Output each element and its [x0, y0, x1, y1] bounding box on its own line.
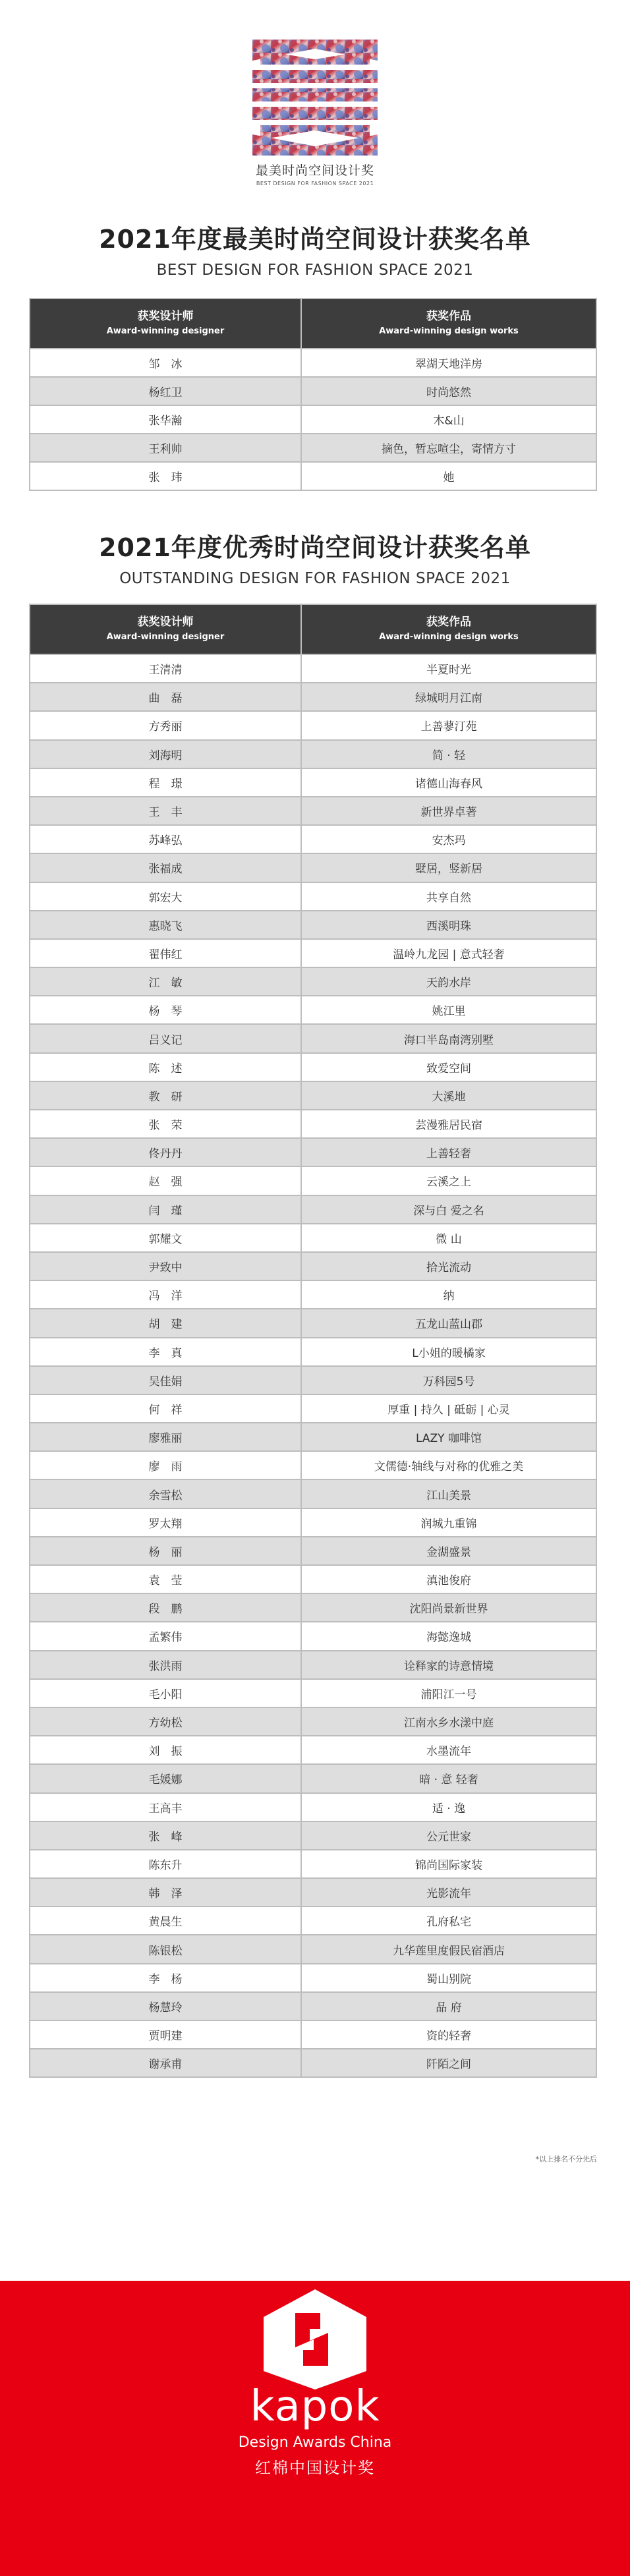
table-header-row [30, 299, 596, 349]
work-cell: 暗 · 意 轻奢 [301, 1764, 596, 1792]
table-row [30, 1366, 596, 1394]
work-cell: 深与白 爱之名 [301, 1195, 596, 1224]
outstanding-table-body [30, 654, 596, 2077]
designer-cell: 苏峰弘 [30, 825, 301, 853]
table-row [30, 967, 596, 996]
award-logo-mark-icon [252, 40, 378, 156]
table-row [30, 1110, 596, 1138]
work-cell: 五龙山蓝山郡 [301, 1309, 596, 1337]
work-cell: 云溪之上 [301, 1166, 596, 1195]
designer-cell: 惠晓飞 [30, 911, 301, 939]
table-row [30, 1707, 596, 1736]
table-row [30, 1280, 596, 1309]
designer-cell: 王清清 [30, 654, 301, 683]
designer-cell: 张福成 [30, 853, 301, 882]
table-row [30, 1878, 596, 1906]
work-cell: 浦阳江一号 [301, 1679, 596, 1707]
work-cell: 金湖盛景 [301, 1537, 596, 1565]
table-row [30, 1964, 596, 1992]
designer-cell: 闫 瑾 [30, 1195, 301, 1224]
designer-cell: 杨 琴 [30, 996, 301, 1024]
logo-title-cn: 最美时尚空间设计奖 [255, 163, 374, 178]
designer-cell: 毛媛娜 [30, 1764, 301, 1792]
work-cell: 孔府私宅 [301, 1906, 596, 1935]
designer-cell: 赵 强 [30, 1166, 301, 1195]
table-row [30, 1565, 596, 1593]
work-cell: 光影流年 [301, 1878, 596, 1906]
work-cell: 江山美景 [301, 1479, 596, 1508]
table-row [30, 654, 596, 683]
designer-cell: 胡 建 [30, 1309, 301, 1337]
work-cell: 江南水乡水漾中庭 [301, 1707, 596, 1736]
designer-cell: 罗太翔 [30, 1508, 301, 1537]
table-row [30, 1451, 596, 1479]
work-cell: 共享自然 [301, 882, 596, 911]
header-designer-cn: 获奖设计师 [137, 615, 194, 629]
header-work-cn: 获奖作品 [426, 310, 471, 323]
table-row [30, 1679, 596, 1707]
work-cell: 诸德山海春风 [301, 768, 596, 797]
outstanding-section-heading [0, 527, 630, 587]
best-awards-table [29, 298, 597, 491]
work-cell: 沈阳尚景新世界 [301, 1593, 596, 1622]
designer-cell: 廖雅丽 [30, 1423, 301, 1451]
work-cell: 公元世家 [301, 1821, 596, 1850]
designer-cell: 方秀丽 [30, 711, 301, 739]
work-cell: 西溪明珠 [301, 911, 596, 939]
header-designer [30, 299, 301, 349]
work-cell: 微 山 [301, 1224, 596, 1252]
table-row [30, 2020, 596, 2049]
work-cell: 海懿逸城 [301, 1622, 596, 1650]
outstanding-awards-table [29, 604, 597, 2078]
table-row [30, 1394, 596, 1423]
table-row [30, 1935, 596, 1963]
table-row [30, 1138, 596, 1166]
designer-cell: 张 玮 [30, 462, 301, 490]
designer-cell: 张华瀚 [30, 405, 301, 434]
work-cell: 时尚悠然 [301, 377, 596, 405]
work-cell: 锦尚国际家装 [301, 1850, 596, 1878]
work-cell: 木&山 [301, 405, 596, 434]
table-row [30, 2049, 596, 2077]
designer-cell: 张 峰 [30, 1821, 301, 1850]
designer-cell: 李 杨 [30, 1964, 301, 1992]
work-cell: 水墨流年 [301, 1736, 596, 1764]
designer-cell: 陈 述 [30, 1053, 301, 1081]
work-cell: 翠湖天地洋房 [301, 349, 596, 377]
table-row [30, 1081, 596, 1110]
designer-cell: 孟繁伟 [30, 1622, 301, 1650]
work-cell: 阡陌之间 [301, 2049, 596, 2077]
work-cell: 拾光流动 [301, 1252, 596, 1280]
designer-cell: 刘 振 [30, 1736, 301, 1764]
table-row [30, 434, 596, 462]
table-row [30, 1423, 596, 1451]
designer-cell: 吕义记 [30, 1024, 301, 1052]
work-cell: L小姐的暖橘家 [301, 1338, 596, 1366]
designer-cell: 曲 磊 [30, 683, 301, 711]
table-row [30, 996, 596, 1024]
work-cell: 简 · 轻 [301, 740, 596, 768]
header-designer-cn: 获奖设计师 [137, 310, 194, 323]
kapok-brand: kapok [250, 2382, 380, 2431]
table-row [30, 711, 596, 739]
work-cell: 温岭九龙园 | 意式轻奢 [301, 939, 596, 967]
kapok-logo-icon [256, 2287, 374, 2392]
header-work-cn: 获奖作品 [426, 615, 471, 629]
work-cell: 芸漫雅居民宿 [301, 1110, 596, 1138]
table-row [30, 683, 596, 711]
designer-cell: 杨慧玲 [30, 1992, 301, 2020]
designer-cell: 江 敏 [30, 967, 301, 996]
table-row [30, 853, 596, 882]
table-row [30, 1224, 596, 1252]
table-row [30, 939, 596, 967]
table-row [30, 1537, 596, 1565]
table-row [30, 1508, 596, 1537]
best-section-heading [0, 219, 630, 279]
designer-cell: 程 璟 [30, 768, 301, 797]
work-cell: 姚江里 [301, 996, 596, 1024]
table-row [30, 1252, 596, 1280]
header-work [301, 604, 596, 654]
table-row [30, 1195, 596, 1224]
designer-cell: 袁 莹 [30, 1565, 301, 1593]
work-cell: 上善蓼汀苑 [301, 711, 596, 739]
work-cell: 品 府 [301, 1992, 596, 2020]
kapok-footer [0, 2281, 630, 2576]
table-row [30, 1793, 596, 1821]
table-row [30, 349, 596, 377]
table-row [30, 825, 596, 853]
designer-cell: 佟丹丹 [30, 1138, 301, 1166]
table-row [30, 1593, 596, 1622]
designer-cell: 翟伟红 [30, 939, 301, 967]
designer-cell: 贾明建 [30, 2020, 301, 2049]
table-row [30, 1850, 596, 1878]
work-cell: 致爱空间 [301, 1053, 596, 1081]
work-cell: 万科园5号 [301, 1366, 596, 1394]
table-row [30, 797, 596, 825]
table-row [30, 768, 596, 797]
designer-cell: 杨 丽 [30, 1537, 301, 1565]
work-cell: 纳 [301, 1280, 596, 1309]
table-row [30, 1479, 596, 1508]
designer-cell: 王高丰 [30, 1793, 301, 1821]
table-row [30, 911, 596, 939]
designer-cell: 段 鹏 [30, 1593, 301, 1622]
work-cell: 半夏时光 [301, 654, 596, 683]
header-designer-en: Award-winning designer [106, 326, 225, 336]
work-cell: 滇池俊府 [301, 1565, 596, 1593]
best-table-body [30, 349, 596, 490]
designer-cell: 方幼松 [30, 1707, 301, 1736]
table-row [30, 1821, 596, 1850]
work-cell: 墅居，竖新居 [301, 853, 596, 882]
work-cell: LAZY 咖啡馆 [301, 1423, 596, 1451]
designer-cell: 余雪松 [30, 1479, 301, 1508]
outstanding-title-cn: 2021年度优秀时尚空间设计获奖名单 [99, 533, 531, 562]
work-cell: 海口半岛南湾别墅 [301, 1024, 596, 1052]
work-cell: 天韵水岸 [301, 967, 596, 996]
designer-cell: 王利帅 [30, 434, 301, 462]
outstanding-title-en: OUTSTANDING DESIGN FOR FASHION SPACE 2021 [119, 570, 511, 587]
ranking-footnote: *以上排名不分先后 [535, 2155, 597, 2163]
table-row [30, 1736, 596, 1764]
designer-cell: 李 真 [30, 1338, 301, 1366]
designer-cell: 何 祥 [30, 1394, 301, 1423]
designer-cell: 韩 泽 [30, 1878, 301, 1906]
table-header-row [30, 604, 596, 654]
kapok-subtitle-cn: 红棉中国设计奖 [255, 2459, 375, 2477]
designer-cell: 廖 雨 [30, 1451, 301, 1479]
header-designer-en: Award-winning designer [106, 632, 225, 642]
designer-cell: 郭耀文 [30, 1224, 301, 1252]
designer-cell: 陈东升 [30, 1850, 301, 1878]
best-title-en: BEST DESIGN FOR FASHION SPACE 2021 [156, 262, 474, 279]
header-work-en: Award-winning design works [379, 326, 519, 336]
table-row [30, 1651, 596, 1679]
work-cell: 润城九重锦 [301, 1508, 596, 1537]
table-row [30, 1992, 596, 2020]
designer-cell: 杨红卫 [30, 377, 301, 405]
work-cell: 大溪地 [301, 1081, 596, 1110]
work-cell: 蜀山别院 [301, 1964, 596, 1992]
designer-cell: 吴佳娟 [30, 1366, 301, 1394]
designer-cell: 邹 冰 [30, 349, 301, 377]
award-logo [252, 40, 378, 186]
table-row [30, 740, 596, 768]
header-designer [30, 604, 301, 654]
work-cell: 九华莲里度假民宿酒店 [301, 1935, 596, 1963]
designer-cell: 张 荣 [30, 1110, 301, 1138]
table-row [30, 1622, 596, 1650]
designer-cell: 张洪雨 [30, 1651, 301, 1679]
table-row [30, 462, 596, 490]
designer-cell: 毛小阳 [30, 1679, 301, 1707]
work-cell: 安杰玛 [301, 825, 596, 853]
logo-title-en: BEST DESIGN FOR FASHION SPACE 2021 [256, 181, 374, 186]
best-title-cn: 2021年度最美时尚空间设计获奖名单 [99, 225, 531, 254]
table-row [30, 1764, 596, 1792]
work-cell: 摘色，暂忘喧尘，寄情方寸 [301, 434, 596, 462]
header-work-en: Award-winning design works [379, 632, 519, 642]
table-row [30, 1053, 596, 1081]
table-row [30, 1906, 596, 1935]
work-cell: 厚重 | 持久 | 砥砺 | 心灵 [301, 1394, 596, 1423]
designer-cell: 刘海明 [30, 740, 301, 768]
designer-cell: 黄晨生 [30, 1906, 301, 1935]
table-row [30, 1309, 596, 1337]
designer-cell: 教 研 [30, 1081, 301, 1110]
header-work [301, 299, 596, 349]
kapok-subtitle-en: Design Awards China [238, 2434, 392, 2451]
designer-cell: 尹致中 [30, 1252, 301, 1280]
work-cell: 绿城明月江南 [301, 683, 596, 711]
designer-cell: 郭宏大 [30, 882, 301, 911]
designer-cell: 冯 洋 [30, 1280, 301, 1309]
table-row [30, 1338, 596, 1366]
table-row [30, 882, 596, 911]
work-cell: 适 · 逸 [301, 1793, 596, 1821]
work-cell: 诠释家的诗意情境 [301, 1651, 596, 1679]
table-row [30, 405, 596, 434]
table-row [30, 377, 596, 405]
work-cell: 资的轻奢 [301, 2020, 596, 2049]
work-cell: 新世界卓著 [301, 797, 596, 825]
designer-cell: 王 丰 [30, 797, 301, 825]
work-cell: 她 [301, 462, 596, 490]
work-cell: 上善轻奢 [301, 1138, 596, 1166]
work-cell: 文儒德·轴线与对称的优雅之美 [301, 1451, 596, 1479]
designer-cell: 谢承甫 [30, 2049, 301, 2077]
table-row [30, 1024, 596, 1052]
table-row [30, 1166, 596, 1195]
designer-cell: 陈银松 [30, 1935, 301, 1963]
